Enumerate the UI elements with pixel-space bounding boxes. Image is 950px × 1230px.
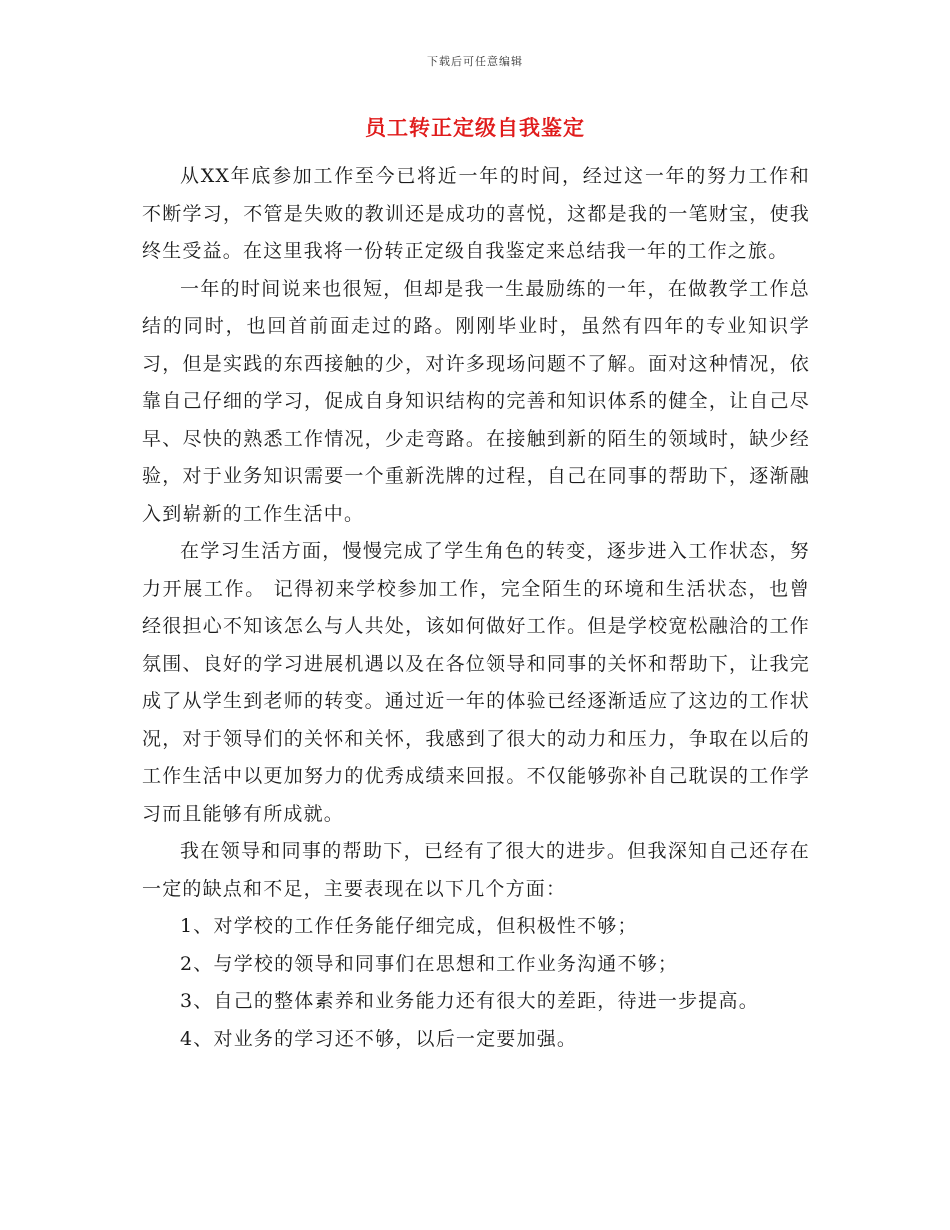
list-item: 1、对学校的工作任务能仔细完成，但积极性不够； [180, 915, 638, 937]
paragraph-study-life: 在学习生活方面，慢慢完成了学生角色的转变，逐步进入工作状态，努力开展工作。 记得初来学校参加工作，完全陌生的环境和生活状态，也曾经很担心不知该怎么与人共处，该如何做好工作。但是学校宽松融洽的工作氛围、良好的学习进展机遇以及在各位领导和同事的关怀和帮助下，让我完成了从学生到老师的转变。通过近一年的体验已经逐渐适应了这边的工作状况，对于领导们的关怀和关怀，我感到了很大的动力和压力，争取在以后的工作生活中以更加努力的优秀成绩来回报。不仅能够弥补自己耽误的工作学习而且能够有所成就。 [142, 540, 810, 825]
paragraph-intro: 从XX年底参加工作至今已将近一年的时间，经过这一年的努力工作和不断学习，不管是失败的教训还是成功的喜悦，这都是我的一笔财宝，使我终生受益。在这里我将一份转正定级自我鉴定来总结我一年的工作之旅。 [142, 165, 810, 262]
list-item: 3、自己的整体素养和业务能力还有很大的差距，待进一步提高。 [180, 990, 759, 1012]
document-title: 员工转正定级自我鉴定 [365, 115, 585, 140]
list-item: 4、对业务的学习还不够，以后一定要加强。 [180, 1027, 578, 1050]
paragraph-shortcomings-intro: 我在领导和同事的帮助下，已经有了很大的进步。但我深知自己还存在一定的缺点和不足，主要表现在以下几个方面： [142, 840, 810, 900]
list-item: 2、与学校的领导和同事们在思想和工作业务沟通不够； [180, 952, 679, 975]
paragraph-work-review: 一年的时间说来也很短，但却是我一生最励练的一年，在做教学工作总结的同时，也回首前面走过的路。刚刚毕业时，虽然有四年的专业知识学习，但是实践的东西接触的少，对许多现场问题不了解。面对这种情况，依靠自己仔细的学习，促成自身知识结构的完善和知识体系的健全，让自己尽早、尽快的熟悉工作情况，少走弯路。在接触到新的陌生的领域时，缺少经验，对于业务知识需要一个重新洗牌的过程，自己在同事的帮助下，逐渐融入到崭新的工作生活中。 [142, 277, 810, 525]
page-header-note: 下载后可任意编辑 [427, 55, 523, 68]
document-body [142, 158, 810, 1058]
